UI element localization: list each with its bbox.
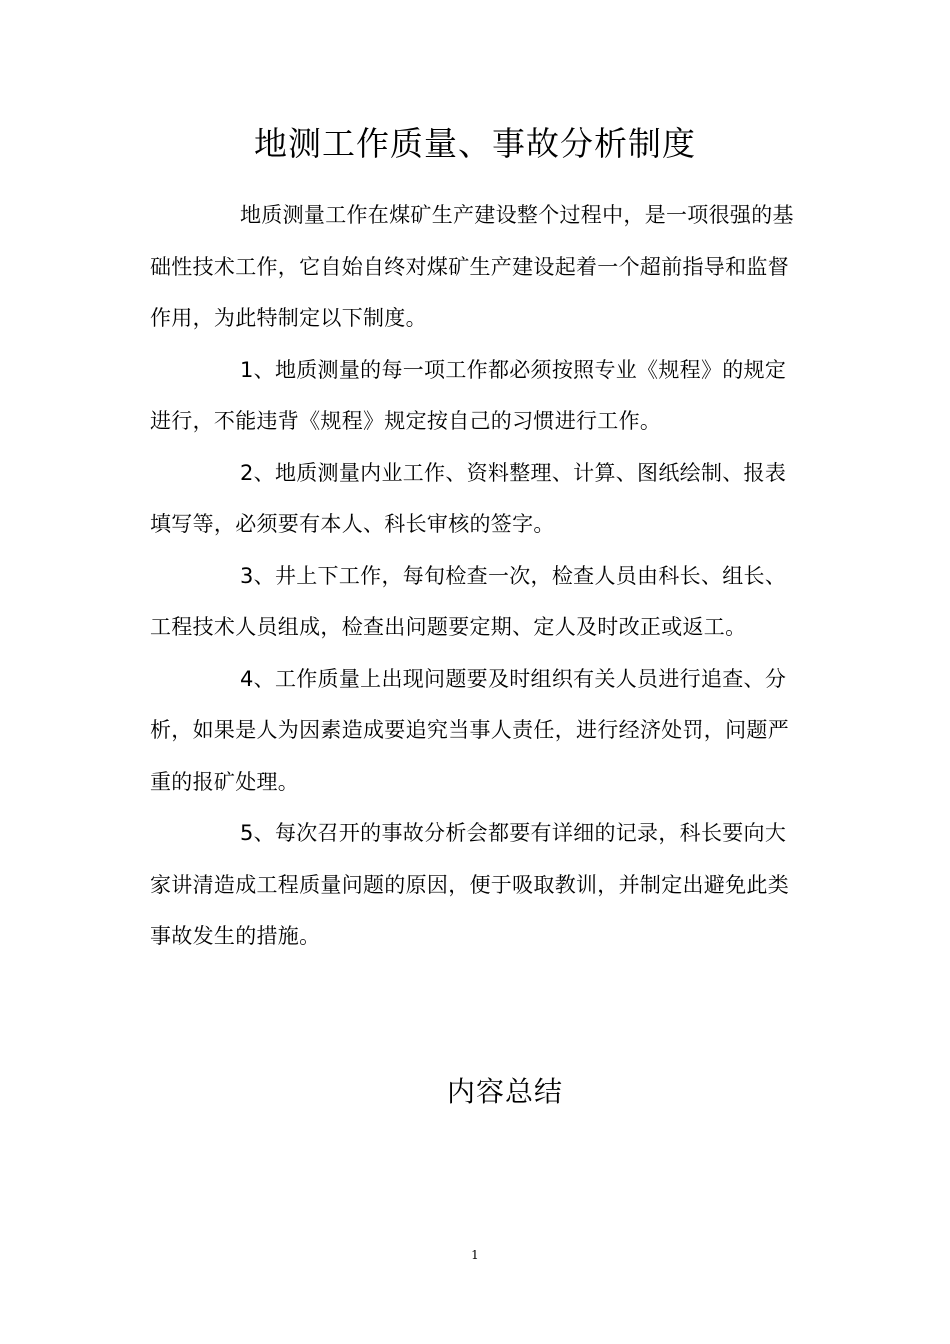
page-number: 1 <box>471 1248 479 1262</box>
document-body <box>150 190 802 963</box>
rule-paragraph-1: 1、地质测量的每一项工作都必须按照专业《规程》的规定进行，不能违背《规程》规定按自己的习惯进行工作。 <box>150 357 787 433</box>
document-title: 地测工作质量、事故分析制度 <box>254 124 696 163</box>
intro-paragraph: 地质测量工作在煤矿生产建设整个过程中，是一项很强的基础性技术工作，它自始自终对煤矿生产建设起着一个超前指导和监督作用，为此特制定以下制度。 <box>150 203 794 330</box>
rule-paragraph-5: 5、每次召开的事故分析会都要有详细的记录，科长要向大家讲清造成工程质量问题的原因，便于吸取教训，并制定出避免此类事故发生的措施。 <box>150 821 789 948</box>
rule-paragraph-3: 3、井上下工作，每旬检查一次，检查人员由科长、组长、工程技术人员组成，检查出问题要定期、定人及时改正或返工。 <box>150 563 787 639</box>
rule-paragraph-2: 2、地质测量内业工作、资料整理、计算、图纸绘制、报表填写等，必须要有本人、科长审核的签字。 <box>150 460 787 536</box>
rule-paragraph-4: 4、工作质量上出现问题要及时组织有关人员进行追查、分析，如果是人为因素造成要追究当事人责任，进行经济处罚，问题严重的报矿处理。 <box>150 666 789 794</box>
summary-heading: 内容总结 <box>446 1075 563 1108</box>
